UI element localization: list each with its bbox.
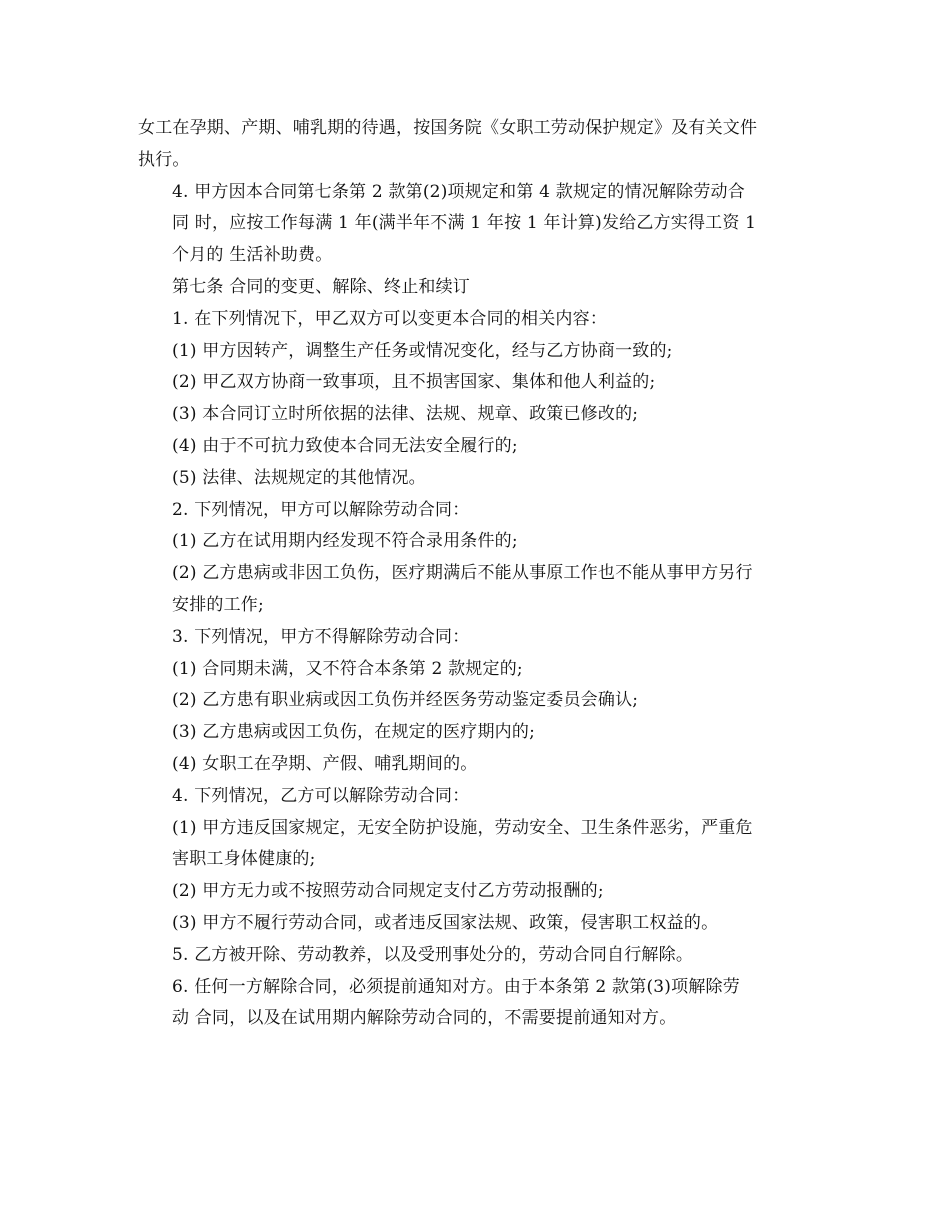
text-line: 4. 甲方因本合同第七条第 2 款第(2)项规定和第 4 款规定的情况解除劳动合 xyxy=(172,181,745,202)
text-line: 5. 乙方被开除、劳动教养，以及受刑事处分的，劳动合同自行解除。 xyxy=(172,944,694,965)
paragraph xyxy=(138,304,818,336)
paragraph xyxy=(138,526,818,558)
text-line: 第七条 合同的变更、解除、终止和续订 xyxy=(172,276,471,297)
paragraph xyxy=(138,177,818,272)
text-line: 同 时，应按工作每满 1 年(满半年不满 1 年按 1 年计算)发给乙方实得工资 1 xyxy=(172,213,757,234)
text-line: 女工在孕期、产期、哺乳期的待遇，按国务院《女职工劳动保护规定》及有关文件 xyxy=(138,118,758,138)
text-line: 6. 任何一方解除合同，必须提前通知对方。由于本条第 2 款第(3)项解除劳 xyxy=(172,976,740,997)
text-line: (2) 甲方无力或不按照劳动合同规定支付乙方劳动报酬的; xyxy=(172,881,604,902)
paragraph xyxy=(138,431,818,463)
text-line: (3) 乙方患病或因工负伤，在规定的医疗期内的; xyxy=(172,722,536,743)
text-line: 个月的 生活补助费。 xyxy=(172,245,333,266)
text-line: (3) 甲方不履行劳动合同，或者违反国家法规、政策，侵害职工权益的。 xyxy=(172,912,719,933)
paragraph xyxy=(138,336,818,368)
paragraph xyxy=(138,622,818,654)
paragraph xyxy=(138,113,818,177)
text-line: (2) 甲乙双方协商一致事项，且不损害国家、集体和他人利益的; xyxy=(172,372,656,393)
text-line: 害职工身体健康的; xyxy=(172,849,316,870)
text-line: (3) 本合同订立时所依据的法律、法规、规章、政策已修改的; xyxy=(172,404,639,425)
paragraph xyxy=(138,781,818,813)
text-line: 执行。 xyxy=(138,149,190,170)
paragraph xyxy=(138,908,818,940)
text-line: 4. 下列情况，乙方可以解除劳动合同： xyxy=(172,785,470,806)
text-line: (2) 乙方患病或非因工负伤，医疗期满后不能从事原工作也不能从事甲方另行 xyxy=(172,563,753,584)
text-line: (1) 甲方违反国家规定，无安全防护设施，劳动安全、卫生条件恶劣，严重危 xyxy=(172,817,753,838)
text-line: (5) 法律、法规规定的其他情况。 xyxy=(172,467,426,488)
paragraph xyxy=(138,558,818,622)
paragraph xyxy=(138,813,818,877)
paragraph xyxy=(138,654,818,686)
text-line: (4) 由于不可抗力致使本合同无法安全履行的; xyxy=(172,435,518,456)
document-body xyxy=(138,113,818,1035)
paragraph xyxy=(138,367,818,399)
text-line: 安排的工作; xyxy=(172,594,264,615)
paragraph xyxy=(138,463,818,495)
paragraph xyxy=(138,749,818,781)
paragraph xyxy=(138,972,818,1036)
paragraph xyxy=(138,399,818,431)
text-line: 动 合同，以及在试用期内解除劳动合同的，不需要提前通知对方。 xyxy=(172,1008,677,1029)
paragraph xyxy=(138,876,818,908)
text-line: (4) 女职工在孕期、产假、哺乳期间的。 xyxy=(172,753,478,774)
text-line: (1) 甲方因转产，调整生产任务或情况变化，经与乙方协商一致的; xyxy=(172,340,673,361)
text-line: 2. 下列情况，甲方可以解除劳动合同： xyxy=(172,499,470,520)
text-line: (1) 乙方在试用期内经发现不符合录用条件的; xyxy=(172,531,518,552)
text-line: 3. 下列情况，甲方不得解除劳动合同： xyxy=(172,626,470,647)
paragraph xyxy=(138,717,818,749)
text-line: 1. 在下列情况下，甲乙双方可以变更本合同的相关内容： xyxy=(172,308,608,329)
text-line: (2) 乙方患有职业病或因工负伤并经医务劳动鉴定委员会确认; xyxy=(172,690,639,711)
paragraph xyxy=(138,685,818,717)
paragraph xyxy=(138,495,818,527)
paragraph xyxy=(138,940,818,972)
text-line: (1) 合同期未满，又不符合本条第 2 款规定的; xyxy=(172,658,523,679)
paragraph xyxy=(138,272,818,304)
